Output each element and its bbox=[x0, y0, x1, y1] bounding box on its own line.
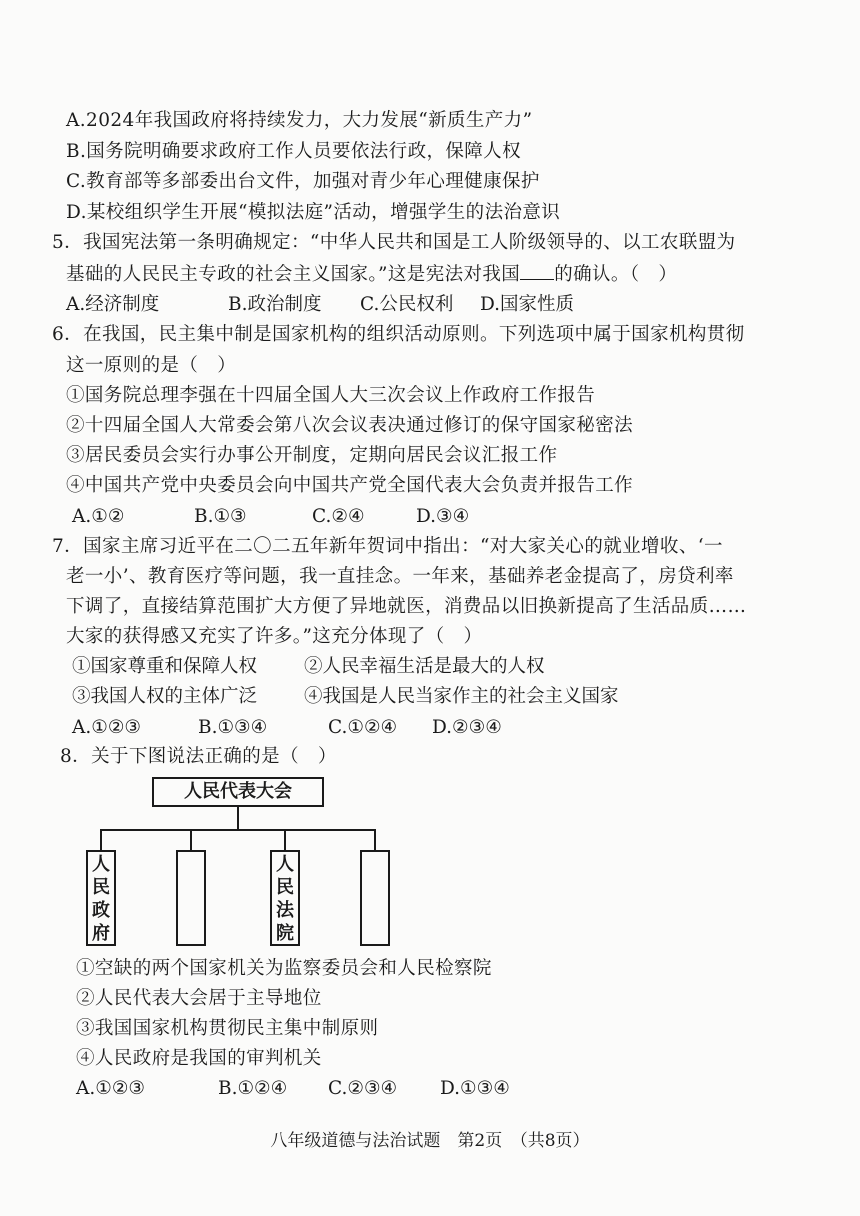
q6-item-2: ②十四届全国人大常委会第八次会议表决通过修订的保守国家秘密法 bbox=[66, 415, 634, 436]
q5-option-c: C.公民权利 bbox=[360, 294, 454, 315]
box-government bbox=[86, 850, 116, 946]
box-court-char-2: 民 bbox=[276, 877, 294, 898]
q7-items-row2 bbox=[72, 684, 772, 710]
q8-options bbox=[76, 1076, 776, 1102]
q6-options bbox=[72, 504, 772, 530]
q5-answer-blank bbox=[520, 261, 554, 280]
q6-option-c: C.②④ bbox=[312, 506, 365, 527]
q6-option-d: D.③④ bbox=[416, 506, 470, 527]
q7-option-d: D.②③④ bbox=[432, 717, 502, 738]
box-blank-2 bbox=[360, 850, 390, 946]
q5-stem-after-blank: 的确认。（ ） bbox=[554, 264, 678, 285]
q7-stem-line4: 大家的获得感又充实了许多。”这充分体现了（ ） bbox=[66, 626, 483, 647]
q8-item-2: ②人民代表大会居于主导地位 bbox=[76, 988, 322, 1009]
box-blank-1 bbox=[176, 850, 206, 946]
q6-stem-line2: 这一原则的是（ ） bbox=[66, 355, 237, 376]
q7-stem-line1: 7．国家主席习近平在二〇二五年新年贺词中指出：“对大家关心的就业增收、‘一 bbox=[52, 536, 723, 557]
q7-items-row1 bbox=[72, 654, 772, 680]
q6-item-4: ④中国共产党中央委员会向中国共产党全国代表大会负责并报告工作 bbox=[66, 475, 634, 496]
q5-option-a: A.经济制度 bbox=[66, 294, 160, 315]
q5-stem-before-blank: 基础的人民民主专政的社会主义国家。”这是宪法对我国 bbox=[66, 264, 521, 285]
q4-option-b: B.国务院明确要求政府工作人员要依法行政，保障人权 bbox=[66, 141, 521, 162]
box-npc: 人民代表大会 bbox=[152, 777, 324, 807]
q7-option-c: C.①②④ bbox=[328, 717, 398, 738]
box-court bbox=[270, 850, 300, 946]
q5-stem-line2 bbox=[66, 261, 677, 288]
q8-option-b: B.①②④ bbox=[218, 1078, 288, 1099]
q8-option-d: D.①③④ bbox=[440, 1078, 510, 1099]
q6-item-3: ③居民委员会实行办事公开制度，定期向居民会议汇报工作 bbox=[66, 445, 558, 466]
q4-option-d: D.某校组织学生开展“模拟法庭”活动，增强学生的法治意识 bbox=[66, 202, 561, 223]
page-footer: 八年级道德与法治试题 第2页 （共8页） bbox=[270, 1131, 590, 1151]
q6-option-b: B.①③ bbox=[194, 506, 247, 527]
q7-item-1: ①国家尊重和保障人权 bbox=[72, 656, 258, 677]
box-government-char-4: 府 bbox=[92, 923, 110, 944]
box-government-char-3: 政 bbox=[92, 900, 110, 921]
q8-item-1: ①空缺的两个国家机关为监察委员会和人民检察院 bbox=[76, 958, 492, 979]
q6-stem-line1: 6．在我国，民主集中制是国家机构的组织活动原则。下列选项中属于国家机构贯彻 bbox=[52, 324, 745, 345]
q7-item-2: ②人民幸福生活是最大的人权 bbox=[304, 656, 545, 677]
q7-option-b: B.①③④ bbox=[198, 717, 268, 738]
q4-option-a: A.2024年我国政府将持续发力，大力发展“新质生产力” bbox=[66, 110, 533, 131]
q7-item-4: ④我国是人民当家作主的社会主义国家 bbox=[304, 686, 619, 707]
q8-stem: 8．关于下图说法正确的是（ ） bbox=[60, 746, 337, 767]
q4-option-c: C.教育部等多部委出台文件，加强对青少年心理健康保护 bbox=[66, 171, 540, 192]
box-government-char-2: 民 bbox=[92, 877, 110, 898]
q7-stem-line2: 老一小’、教育医疗等问题，我一直挂念。一年来，基础养老金提高了，房贷利率 bbox=[66, 566, 734, 587]
q7-options bbox=[72, 715, 772, 741]
state-organs-diagram bbox=[80, 774, 410, 950]
box-court-char-3: 法 bbox=[276, 900, 294, 921]
q8-item-3: ③我国国家机构贯彻民主集中制原则 bbox=[76, 1018, 379, 1039]
box-court-char-4: 院 bbox=[276, 923, 294, 944]
box-court-char-1: 人 bbox=[276, 854, 294, 875]
box-government-char-1: 人 bbox=[92, 854, 110, 875]
q5-options bbox=[66, 292, 766, 318]
q7-stem-line3: 下调了，直接结算范围扩大方便了异地就医，消费品以旧换新提高了生活品质…… bbox=[66, 596, 747, 617]
q8-option-a: A.①②③ bbox=[76, 1078, 145, 1099]
q5-stem-line1: 5．我国宪法第一条明确规定：“中华人民共和国是工人阶级领导的、以工农联盟为 bbox=[52, 232, 736, 253]
q5-option-d: D.国家性质 bbox=[480, 294, 575, 315]
q8-item-4: ④人民政府是我国的审判机关 bbox=[76, 1048, 322, 1069]
q6-option-a: A.①② bbox=[72, 506, 125, 527]
q7-item-3: ③我国人权的主体广泛 bbox=[72, 686, 258, 707]
q7-option-a: A.①②③ bbox=[72, 717, 141, 738]
q8-option-c: C.②③④ bbox=[328, 1078, 398, 1099]
q6-item-1: ①国务院总理李强在十四届全国人大三次会议上作政府工作报告 bbox=[66, 385, 596, 406]
q5-option-b: B.政治制度 bbox=[228, 294, 322, 315]
